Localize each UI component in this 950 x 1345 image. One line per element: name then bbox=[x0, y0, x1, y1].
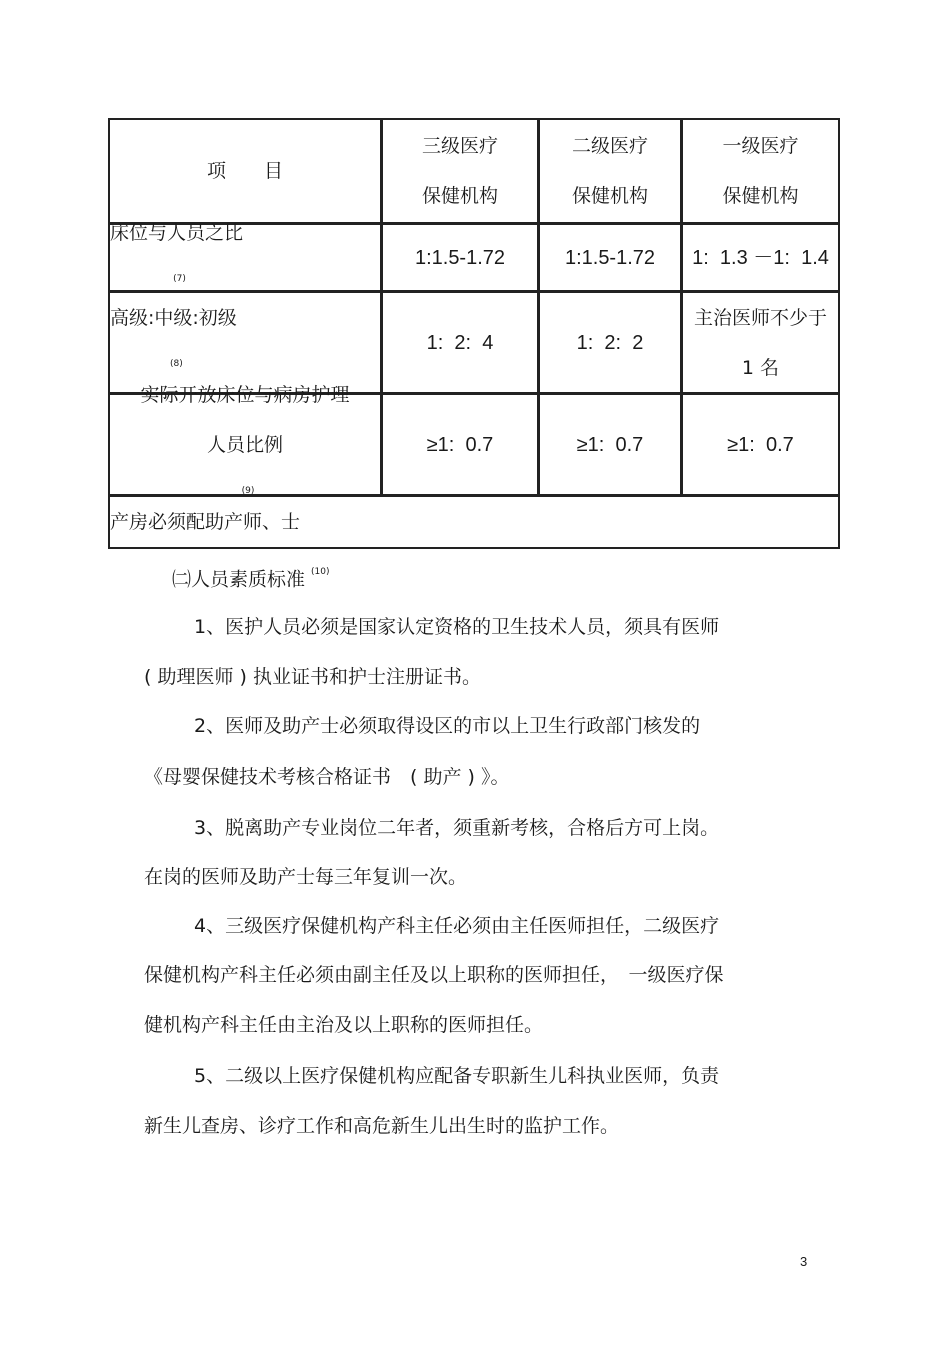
paragraph-line: 《母婴保健技术考核合格证书 ( 助产 ) 》。 bbox=[144, 766, 510, 788]
header-level3 bbox=[383, 120, 537, 222]
header-level3-line1: 三级医疗 bbox=[421, 135, 498, 157]
table-cell bbox=[383, 225, 537, 290]
header-level2-line1: 二级医疗 bbox=[571, 135, 648, 157]
page-number: 3 bbox=[800, 1254, 808, 1269]
table-footer-text: 产房必须配助产师、士 bbox=[110, 511, 301, 533]
row2-level1-line2: 1 名 bbox=[741, 356, 780, 379]
header-level3-line2: 保健机构 bbox=[421, 185, 498, 207]
section-title bbox=[172, 564, 330, 591]
row3-label-line1: 实际开放床位与病房护理 bbox=[140, 383, 350, 406]
row3-level1-value: ≥1: 0.7 bbox=[727, 433, 794, 456]
row2-note: (8) bbox=[170, 358, 183, 369]
paragraph-line: 5、二级以上医疗保健机构应配备专职新生儿科执业医师，负责 bbox=[194, 1065, 720, 1087]
paragraph-line: 保健机构产科主任必须由副主任及以上职称的医师担任， 一级医疗保 bbox=[144, 964, 724, 986]
row3-label-line2: 人员比例 bbox=[206, 433, 283, 456]
header-item-label: 项 目 bbox=[206, 160, 283, 182]
paragraph-line: 1、医护人员必须是国家认定资格的卫生技术人员，须具有医师 bbox=[194, 616, 720, 638]
section-note: (10) bbox=[311, 567, 330, 577]
row1-label: 床位与人员之比 bbox=[110, 221, 244, 244]
paragraph-line: 新生儿查房、诊疗工作和高危新生儿出生时的监护工作。 bbox=[144, 1115, 620, 1137]
paragraph-line: 4、三级医疗保健机构产科主任必须由主任医师担任，二级医疗 bbox=[194, 915, 720, 937]
row3-level2-value: ≥1: 0.7 bbox=[576, 433, 644, 456]
row2-level2-value: 1: 2: 2 bbox=[576, 331, 644, 354]
table-cell bbox=[383, 293, 537, 392]
row3-note: (9) bbox=[241, 485, 255, 496]
table-cell bbox=[383, 395, 537, 494]
table-cell bbox=[540, 225, 680, 290]
paragraph-line: ( 助理医师 ) 执业证书和护士注册证书。 bbox=[144, 666, 481, 688]
row3-level3-value: ≥1: 0.7 bbox=[426, 433, 494, 456]
row2-label: 高级:中级:初级 bbox=[110, 306, 237, 329]
staffing-table bbox=[108, 118, 840, 549]
table-row-label bbox=[110, 221, 380, 290]
header-level2-line2: 保健机构 bbox=[571, 185, 648, 207]
table-row-label bbox=[110, 383, 380, 496]
table-cell bbox=[540, 395, 680, 494]
header-level1-line2: 保健机构 bbox=[722, 185, 799, 207]
table-footer bbox=[110, 497, 838, 547]
section-title-text: ㈡人员素质标准 bbox=[172, 568, 306, 591]
row1-level2-value: 1:1.5-1.72 bbox=[564, 246, 656, 269]
header-level1 bbox=[683, 120, 838, 222]
paragraph-line: 健机构产科主任由主治及以上职称的医师担任。 bbox=[144, 1014, 544, 1036]
row2-level3-value: 1: 2: 4 bbox=[426, 331, 494, 354]
row1-level3-value: 1:1.5-1.72 bbox=[414, 246, 506, 269]
row1-note: (7) bbox=[173, 273, 186, 284]
table-cell bbox=[683, 395, 838, 494]
row1-level1-value: 1: 1.3 －1: 1.4 bbox=[692, 246, 829, 269]
paragraph-line: 2、医师及助产士必须取得设区的市以上卫生行政部门核发的 bbox=[194, 715, 701, 737]
table-cell bbox=[683, 225, 838, 290]
paragraph-line: 在岗的医师及助产士每三年复训一次。 bbox=[144, 866, 468, 888]
paragraph-line: 3、脱离助产专业岗位二年者，须重新考核，合格后方可上岗。 bbox=[194, 817, 720, 839]
header-level2 bbox=[540, 120, 680, 222]
table-cell bbox=[683, 293, 838, 392]
row2-level1-line1: 主治医师不少于 bbox=[693, 306, 827, 329]
table-cell bbox=[540, 293, 680, 392]
header-level1-line1: 一级医疗 bbox=[722, 135, 799, 157]
